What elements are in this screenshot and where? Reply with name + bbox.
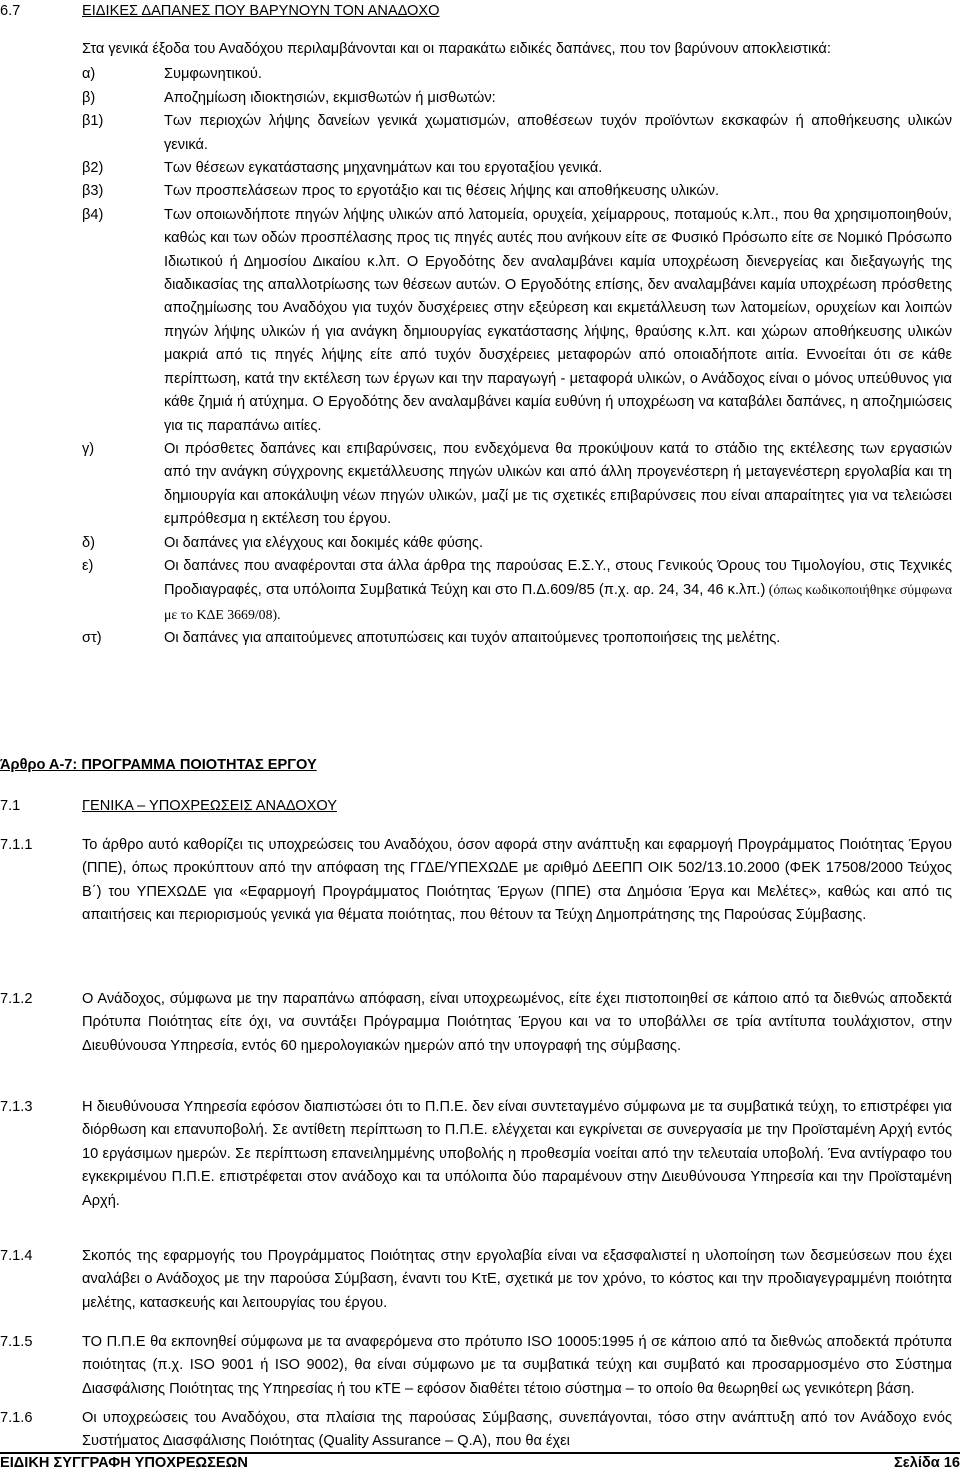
paragraph	[0, 1096, 952, 1213]
paragraph-number: 7.1.2	[0, 991, 33, 1007]
list-item-text	[164, 555, 952, 627]
list-item	[82, 204, 952, 438]
subsection-number: 7.1	[0, 798, 21, 814]
paragraph-text: Η διευθύνουσα Υπηρεσία εφόσον διαπιστώσει ότι το Π.Π.Ε. δεν είναι συντεταγμένο σύμφωνα με τα συμβατικά τεύχη, το επιστρέφει για διόρθωση και επανυποβολή. Σε αντίθετη περίπτωση το Π.Π.Ε. ελέγχεται και εγκρίνεται σε συνεργασία με την Προϊσταμένη Αρχή εντός 10 εργάσιμων ημερών. Σε περίπτωση επανειλημμένης υποβολής η προθεσμία νοείται από την τελευταία υποβολή. Ένα αντίγραφο του εγκεκριμένου Π.Π.Ε. επιστρέφεται στον ανάδοχο και τα υπόλοιπα δύο παραμένουν στην Διευθύνουσα Υπηρεσία και την Προϊσταμένη Αρχή.	[82, 1099, 952, 1209]
paragraph	[0, 834, 952, 928]
list-item	[82, 63, 952, 86]
list-item	[82, 157, 952, 180]
section-number: 6.7	[0, 3, 21, 19]
paragraph-number: 7.1.5	[0, 1334, 33, 1350]
paragraph-number: 7.1.4	[0, 1248, 33, 1264]
list-item-text: Οι δαπάνες για ελέγχους και δοκιμές κάθε φύσης.	[164, 534, 484, 551]
paragraph	[0, 988, 952, 1058]
footer-page-number: Σελίδα 16	[894, 1455, 960, 1471]
page-footer	[0, 1452, 960, 1473]
paragraph	[0, 1245, 952, 1315]
list-item	[82, 627, 952, 650]
list-item	[82, 438, 952, 532]
paragraph-number: 7.1.1	[0, 837, 33, 853]
paragraph-text: Οι υποχρεώσεις του Αναδόχου, στα πλαίσια της παρούσας Σύμβασης, συνεπάγονται, τόσο στην ανάπτυξη από τον Ανάδοχο ενός Συστήματος Διασφάλισης Ποιότητας (Quality Assurance – Q.A), που θα έχει	[82, 1410, 952, 1450]
list-item-label: β)	[82, 89, 96, 106]
article-title: Άρθρο Α-7: ΠΡΟΓΡΑΜΜΑ ΠΟΙΟΤΗΤΑΣ ΕΡΓΟΥ	[0, 757, 317, 773]
section-title: ΕΙΔΙΚΕΣ ΔΑΠΑΝΕΣ ΠΟΥ ΒΑΡΥΝΟΥΝ ΤΟΝ ΑΝΑΔΟΧΟ	[82, 3, 440, 19]
subsection-title: ΓΕΝΙΚΑ – ΥΠΟΧΡΕΩΣΕΙΣ ΑΝΑΔΟΧΟΥ	[82, 798, 337, 814]
list-item-label: β1)	[82, 113, 104, 130]
list-item	[82, 180, 952, 203]
list-item-text: Αποζημίωση ιδιοκτησιών, εκμισθωτών ή μισθωτών:	[164, 89, 496, 106]
list-item-text: Οι δαπάνες για απαιτούμενες αποτυπώσεις και τυχόν απαιτούμενες τροποποιήσεις της μελέτης.	[164, 630, 781, 647]
list-item	[82, 532, 952, 555]
footer-document-title: ΕΙΔΙΚΗ ΣΥΓΓΡΑΦΗ ΥΠΟΧΡΕΩΣΕΩΝ	[0, 1455, 248, 1471]
list-item-label: β4)	[82, 206, 104, 223]
list-item-text: Των θέσεων εγκατάστασης μηχανημάτων και του εργοταξίου γενικά.	[164, 160, 603, 177]
list-item-main-text: Οι δαπάνες που αναφέρονται στα άλλα άρθρα της παρούσας Ε.Σ.Υ., στους Γενικούς Όρους του Τιμολογίου, στις Τεχνικές Προδιαγραφές, στα υπόλοιπα Συμβατικά Τεύχη και στο Π.Δ.609/85 (π.χ. αρ. 24, 34, 46 κ.λπ.)	[164, 557, 952, 599]
paragraph-text: ΤΟ Π.Π.Ε θα εκπονηθεί σύμφωνα με τα αναφερόμενα στο πρότυπο ISO 10005:1995 ή σε κάποιο από τα διεθνώς αποδεκτά πρότυπα ποιότητας (π.χ. ISO 9001 ή ISO 9002), θα είναι σύμφωνο με τα συμβατικά τεύχη και συμβατό και προσαρμοσμένο στο Σύστημα Διασφάλισης Ποιότητας της Υπηρεσίας ή του κΤΕ – εφόσον διαθέτει τέτοιο σύστημα – το οποίο θα θεωρηθεί ως γενικότερη βάση.	[82, 1334, 952, 1397]
list-item-text: Συμφωνητικού.	[164, 66, 262, 83]
list-item-label: δ)	[82, 534, 95, 551]
list-item-note: (όπως κωδικοποιήθηκε σύμφωνα με το ΚΔΕ 3669/08).	[164, 582, 953, 622]
special-costs-block	[82, 38, 952, 651]
list-item	[82, 555, 952, 627]
list-item-text: Των οποιωνδήποτε πηγών λήψης υλικών από λατομεία, ορυχεία, χείμαρρους, ποταμούς κ.λπ., που θα χρησιμοποιηθούν, καθώς και των οδών προσπέλασης προς τις πηγές αυτές που ανήκουν είτε σε Φυσικό Πρόσωπο είτε σε Νομικό Πρόσωπο Ιδιωτικού ή Δημοσίου Δικαίου κ.λπ. Ο Εργοδότης δεν αναλαμβάνει καμία υποχρέωση διενεργείας και διεξαγωγής της διαδικασίας της απαλλοτρίωσης των θέσεων αυτών. Ο Εργοδότης επίσης, δεν αναλαμβάνει καμία υποχρέωση πρόσθετης αποζημίωσης του Αναδόχου για τυχόν δυσχέρειες στην εξεύρεση και εκμετάλλευση των λατομείων, ορυχείων και λοιπών πηγών λήψης υλικών ή για ανάγκη δημιουργίας εγκατάστασης λήψης, θραύσης κ.λπ. και χώρων αποθήκευσης υλικών μακριά από τις πηγές λήψης είτε από τυχόν δυσχέρειες μεταφορών από οποιαδήποτε αιτία. Εννοείται ότι σε κάθε περίπτωση, κατά την εκτέλεση των έργων και την παραγωγή - μεταφορά υλικών, ο Ανάδοχος είναι ο μόνος υπεύθυνος για κάθε ζημιά ή ατύχημα. Ο Εργοδότης δεν αναλαμβάνει καμία ευθύνη ή υποχρέωση να καταβάλει δαπάνες, η αποζημιώσεις για τις παραπάνω αιτίες.	[164, 206, 952, 434]
paragraph-text: Ο Ανάδοχος, σύμφωνα με την παραπάνω απόφαση, είναι υποχρεωμένος, είτε έχει πιστοποιηθεί σε κάποιο από τα διεθνώς αποδεκτά Πρότυπα Ποιότητας είτε όχι, να συντάξει Πρόγραμμα Ποιότητας Έργου και να το υποβάλλει σε τρία αντίτυπα τουλάχιστον, στην Διευθύνουσα Υπηρεσία, εντός 60 ημερολογιακών ημερών από την υπογραφή της σύμβασης.	[82, 991, 952, 1054]
paragraph-text: Σκοπός της εφαρμογής του Προγράμματος Ποιότητας στην εργολαβία είναι να εξασφαλιστεί η υλοποίηση των δεσμεύσεων που έχει αναλάβει ο Ανάδοχος με την παρούσα Σύμβαση, έναντι του ΚτΕ, σχετικά με τον χρόνο, το κόστος και την προδιαγεγραμμένη ποιότητα μελέτης, κατασκευής και λειτουργίας του έργου.	[82, 1248, 952, 1311]
list-item-label: α)	[82, 66, 96, 83]
intro-paragraph: Στα γενικά έξοδα του Αναδόχου περιλαμβάνονται και οι παρακάτω ειδικές δαπάνες, που τον βαρύνουν αποκλειστικά:	[82, 41, 831, 57]
subsection-heading	[0, 795, 337, 818]
paragraph-text: Το άρθρο αυτό καθορίζει τις υποχρεώσεις του Αναδόχου, όσον αφορά στην ανάπτυξη και εφαρμογή Προγράμματος Ποιότητας Έργου (ΠΠΕ), όπως προκύπτουν από την απόφαση της ΓΓΔΕ/ΥΠΕΧΩΔΕ με αριθμό ΔΕΕΠΠ ΟΙΚ 502/13.10.2000 (ΦΕΚ 17508/2000 Τεύχος Β΄) του ΥΠΕΧΩΔΕ για «Εφαρμογή Προγράμματος Ποιότητας Έργων (ΠΠΕ) στα Δημόσια Έργα και Μελέτες», καθώς και από τις απαιτήσεις και περιορισμούς γενικά για θέματα ποιότητας, που θέτουν τα Τεύχη Δημοπράτησης της Παρούσας Σύμβασης.	[82, 837, 952, 924]
list-item	[82, 87, 952, 110]
paragraph	[0, 1407, 952, 1454]
list-item-text: Των περιοχών λήψης δανείων γενικά χωματισμών, αποθέσεων τυχόν προϊόντων εκσκαφών ή αποθήκευσης υλικών γενικά.	[164, 113, 952, 153]
list-item-label: ε)	[82, 557, 94, 574]
list-item-label: β2)	[82, 160, 104, 177]
list-item-text: Των προσπελάσεων προς το εργοτάξιο και τις θέσεις λήψης και αποθήκευσης υλικών.	[164, 183, 720, 200]
paragraph-number: 7.1.3	[0, 1099, 33, 1115]
list-item-label: στ)	[82, 630, 102, 647]
list-item-label: γ)	[82, 440, 95, 457]
list-item-label: β3)	[82, 183, 104, 200]
list-item	[82, 110, 952, 157]
section-heading	[0, 0, 439, 22]
paragraph	[0, 1331, 952, 1401]
paragraph-number: 7.1.6	[0, 1410, 33, 1426]
list-item-text: Οι πρόσθετες δαπάνες και επιβαρύνσεις, που ενδεχόμενα θα προκύψουν κατά το στάδιο της εκτέλεσης των εργασιών από την ανάγκη σύγχρονης εκμετάλλευσης πηγών υλικών και από άλλη προγενέστερη ή μεταγενέστερη εργολαβία και τη δημιουργία και αποκάλυψη νέων πηγών υλικών, μαζί με τις σχετικές επιβαρύνσεις που είναι απαραίτητες για να τελειώσει εμπρόθεσμα η εκτέλεση του έργου.	[164, 440, 952, 528]
